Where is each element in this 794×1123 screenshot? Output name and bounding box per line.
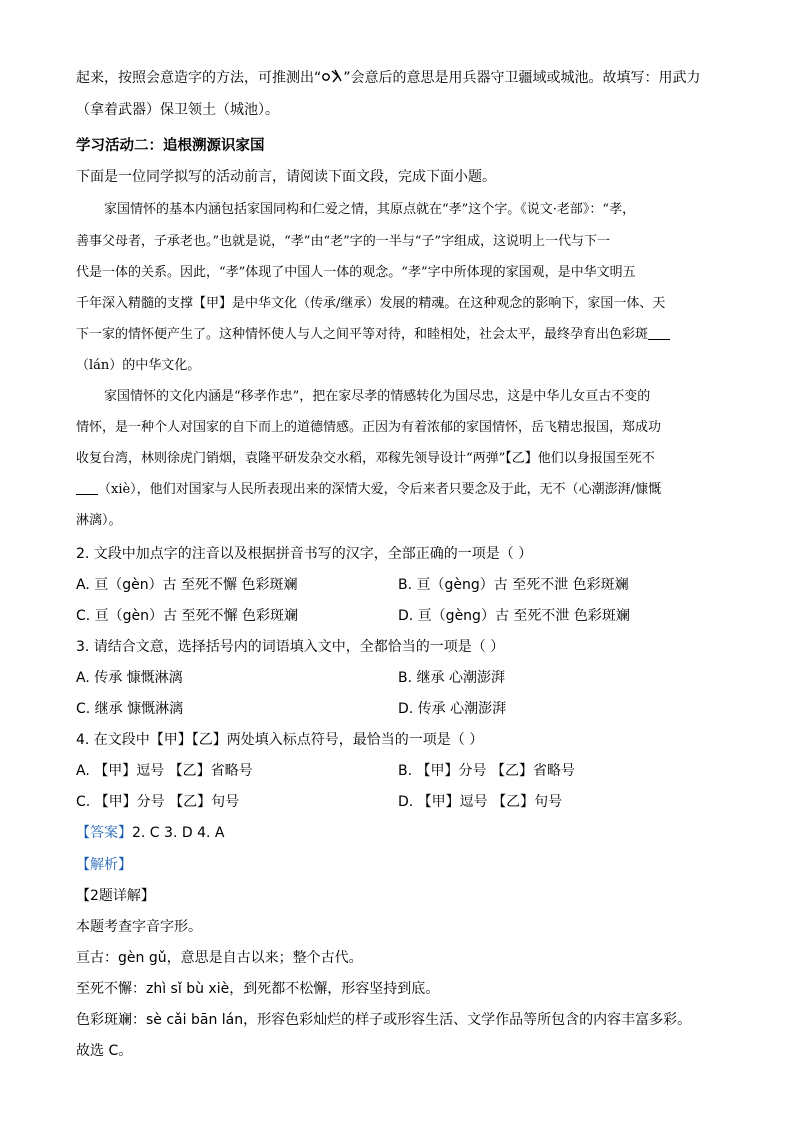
question-2-option-b: B. 亘（gèng）古 至死不泄 色彩斑斓 — [398, 577, 629, 593]
passage-p1-line: （lán）的中华文化。 — [76, 358, 201, 373]
question-4-option-b: B. 【甲】分号 【乙】省略号 — [398, 763, 575, 779]
analysis-tag: 【解析】 — [76, 857, 132, 873]
fill-blank-xie — [76, 480, 98, 495]
analysis-line: 色彩斑斓：sè cǎi bān lán，形容色彩灿烂的样子或形容生活、文学作品等所包含的内容丰富多彩。 — [76, 1012, 692, 1028]
passage-p1-line: 家国情怀的基本内涵包括家国同构和仁爱之情，其原点就在“孝”这个字。《说文·老部》：“孝， — [104, 202, 636, 217]
question-4-option-c: C. 【甲】分号 【乙】句号 — [76, 794, 240, 810]
intro-line-1-a: 起来，按照会意造字的方法，可推测出“ — [76, 70, 322, 86]
question-3-stem: 3. 请结合文意，选择括号内的词语填入文中，全都恰当的一项是（ ） — [76, 639, 505, 655]
activity-instruction: 下面是一位同学拟写的活动前言，请阅读下面文段，完成下面小题。 — [76, 169, 496, 185]
analysis-line: 亘古：gèn gǔ，意思是自古以来；整个古代。 — [76, 950, 363, 966]
answer-text: 2. C 3. D 4. A — [132, 825, 225, 841]
passage-p2-line: 情怀，是一种个人对国家的自下而上的道德情感。正因为有着浓郁的家国情怀，岳飞精忠报国，郑成功 — [76, 420, 662, 435]
question-2-option-a: A. 亘（gèn）古 至死不懈 色彩斑斓 — [76, 577, 298, 593]
passage-p1-line — [76, 325, 670, 345]
passage-p1-line-text: 下一家的情怀便产生了。这种情怀使人与人之间平等对待，和睦相处，社会太平，最终孕育出色彩斑 — [76, 327, 649, 342]
question-2-option-d: D. 亘（gèng）古 至死不泄 色彩斑斓 — [398, 608, 630, 624]
passage-p2-line-text: （xiè），他们对国家与人民所表现出来的深情大爱，令后来者只要念及于此，无不（心潮澎湃/慷慨 — [98, 482, 662, 497]
analysis-line: 本题考查字音字形。 — [76, 919, 202, 935]
analysis-line: 至死不懈：zhì sǐ bù xiè，到死都不松懈，形容坚持到底。 — [76, 981, 440, 997]
question-3-option-d: D. 传承 心潮澎湃 — [398, 701, 507, 717]
question-2-option-c: C. 亘（gèn）古 至死不懈 色彩斑斓 — [76, 608, 298, 624]
intro-line-1-b: ”会意后的意思是用兵器守卫疆域或城池。故填写：用武力 — [343, 70, 701, 86]
answer-line — [76, 823, 224, 843]
fill-blank-lan — [648, 325, 670, 340]
question-3-option-c: C. 继承 慷慨淋漓 — [76, 701, 184, 717]
question-4-option-a: A. 【甲】逗号 【乙】省略号 — [76, 763, 253, 779]
intro-line-2: （拿着武器）保卫领土（城池）。 — [76, 102, 279, 118]
question-3-option-a: A. 传承 慷慨淋漓 — [76, 670, 183, 686]
passage-p1-line: 代是一体的关系。因此，“孝”体现了中国人一体的观念。“孝”字中所体现的家国观，是中华文明五 — [76, 265, 636, 280]
answer-tag: 【答案】 — [76, 825, 132, 841]
intro-line-1 — [76, 68, 701, 88]
passage-p2-line: 淋漓）。 — [76, 513, 122, 528]
passage-p1-line: 千年深入精髓的支撑【甲】是中华文化（传承/继承）发展的精魂。在这种观念的影响下，家国一体、天 — [76, 296, 666, 311]
passage-p2-line: 家国情怀的文化内涵是“移孝作忠”，把在家尽孝的情感转化为国尽忠，这是中华儿女亘古不变的 — [104, 389, 651, 404]
question-4-stem: 4. 在文段中【甲】【乙】两处填入标点符号，最恰当的一项是（ ） — [76, 732, 484, 748]
question-2-stem: 2. 文段中加点字的注音以及根据拼音书写的汉字，全部正确的一项是（ ） — [76, 546, 533, 562]
passage-p1-line: 善事父母者，子承老也。”也就是说，“孝”由“老”字的一半与“子”字组成，这说明上一代与下一 — [76, 234, 611, 249]
ancient-character-glyph-icon — [321, 68, 343, 84]
activity-heading: 学习活动二：追根溯源识家国 — [76, 138, 265, 154]
analysis-line: 故选 C。 — [76, 1043, 133, 1059]
analysis-sub-heading: 【2题详解】 — [76, 888, 155, 904]
passage-p2-line: 收复台湾，林则徐虎门销烟，袁隆平研发杂交水稻，邓稼先领导设计“两弹”【乙】他们以身报国至死不 — [76, 451, 655, 466]
question-3-option-b: B. 继承 心潮澎湃 — [398, 670, 505, 686]
question-4-option-d: D. 【甲】逗号 【乙】句号 — [398, 794, 563, 810]
passage-p2-line — [76, 480, 661, 500]
